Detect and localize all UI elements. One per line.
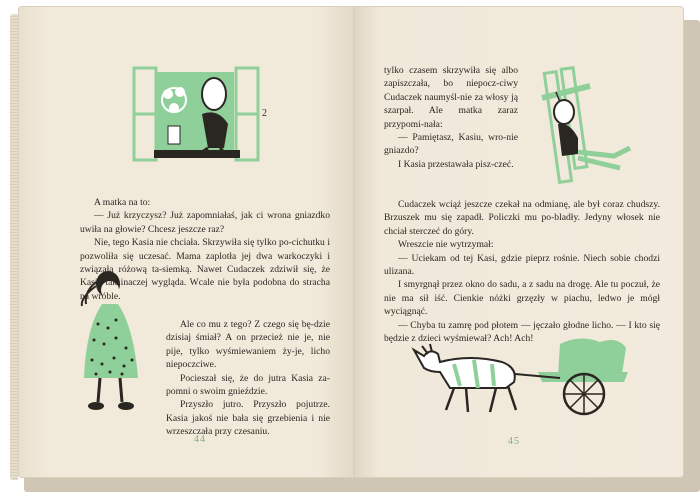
right-paragraph: I Kasia przestawała pisz-czeć. [398,158,514,170]
cudaczek-illustration [534,68,644,188]
left-paragraph: A matka na to: [94,197,151,208]
right-paragraph: tylko czasem skrzywiła się albo zapiszczała, bo niepocz-ciwy Cudaczek naumyśl-nie za włosy ją szarpał. Ale matka zaraz przypomi-nała: [384,65,518,130]
left-paragraph: Przyszło jutro. Przyszło pojutrze. Kasia jakoś nie bała się grzebienia i nie wrzeszczała przy czesaniu. [166,399,330,438]
left-page [18,6,354,478]
open-book [10,6,692,488]
left-text-bottom [166,318,330,439]
left-paragraph: Pocieszał się, że do jutra Kasia za-pomni o swoim gnieździe. [166,372,330,398]
right-paragraph: I smyrgnął przez okno do sadu, a z sadu na drogę. Ale tu poczuł, że nie ma sił iść. Cienkie nóżki grzęzły w piachu, ledwo je mógł wyciągnąć. [384,279,660,318]
right-paragraph: — Uciekam od tej Kasi, gdzie pieprz rośnie. Niech sobie chodzi ulizana. [384,252,660,278]
window-illustration [128,64,278,174]
left-paragraph: Ale co mu z tego? Z czego się bę-dzie dzisiaj śmiał? A on przecież nie je, nie pije, tylko wyśmiewaniem ży-je, licho niepoczciwe. [166,319,330,371]
left-paragraph: — Już krzyczysz? Już zapomniałaś, jak ci wrona gniazdko uwiła na głowie? Chcesz jeszcze raz? [80,210,330,235]
right-text-main [384,198,660,345]
right-text-top [384,64,518,171]
left-text-top [80,196,330,303]
page-number-right: 45 [508,436,520,447]
right-paragraph: — Pamiętasz, Kasiu, wro-nie gniazdo? [384,132,518,157]
right-paragraph: — Chyba tu zamrę pod płotem — jęczało głodne licho. — I kto się będzie z dzieci wyśmiewał? Ach! Ach! [384,319,660,345]
left-paragraph: Nie, tego Kasia nie chciała. Skrzywiła się tylko po-cichutku i pozwoliła się uczesać. Mama zaplotła jej dwa warkoczyki i związała różową ta-siemką. Nawet Cudaczek zdziwił się, że Kasia tak inaczej wygląda. Wcale nie była podobna do stracha na wróble. [80,237,330,302]
donkey-cart-illustration [410,338,640,422]
page-number-left: 44 [194,434,206,445]
right-paragraph: Cudaczek wciąż jeszcze czekał na odmianę, ale był coraz chudszy. Brzuszek mu się zapadł. Policzki mu po-bladły. Jedyny włosek nie chciał sterczeć do góry. [384,199,660,237]
right-paragraph: Wreszcie nie wytrzymał: [398,239,494,251]
svg-text:2: 2 [262,108,267,119]
page-edges [10,14,18,480]
right-page [354,6,684,478]
